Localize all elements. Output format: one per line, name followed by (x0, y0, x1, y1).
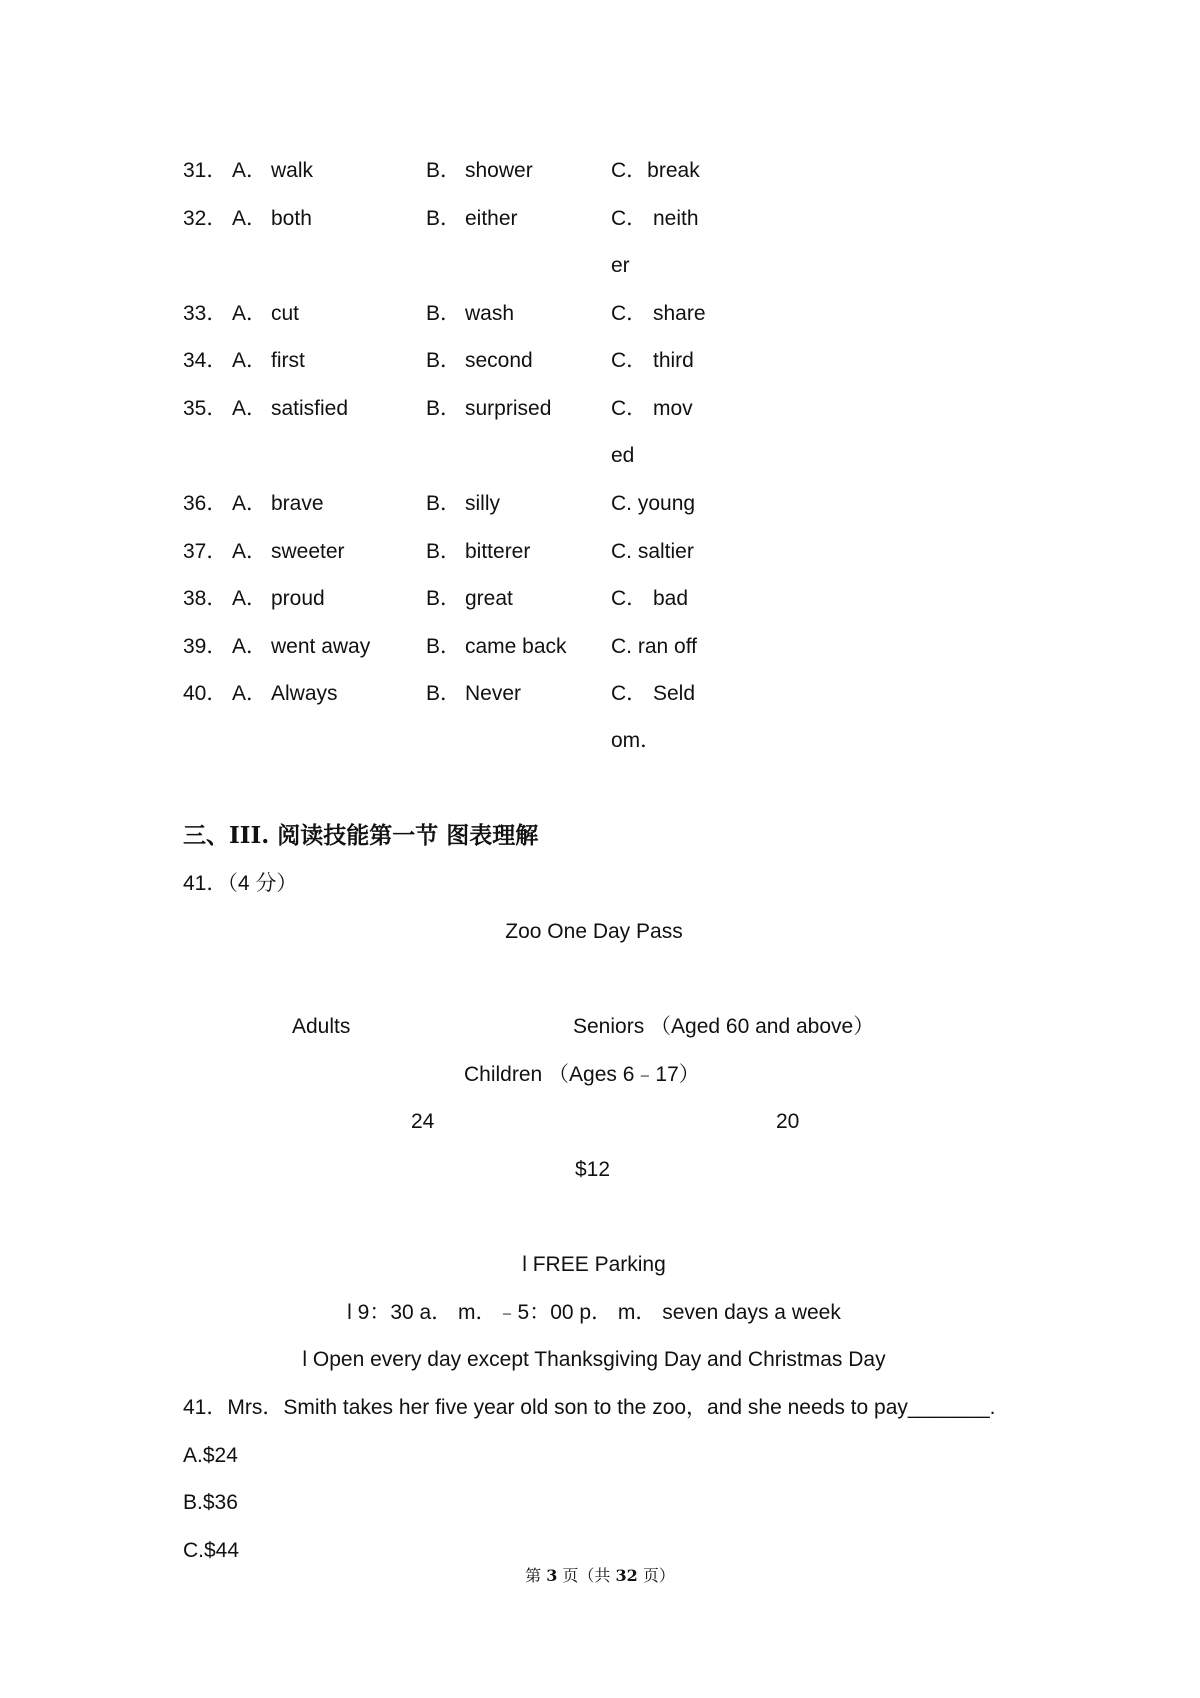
option-b-text: wash (465, 302, 515, 325)
option-b-tag: B． (426, 349, 462, 372)
option-a: A.$24 (183, 1444, 238, 1467)
option-a-text: walk (271, 159, 314, 182)
pass-title: Zoo One Day Pass (505, 920, 683, 943)
option-c-text: C．break (611, 159, 700, 182)
option-c-text: C. young (611, 492, 696, 515)
option-a-tag: A． (232, 207, 268, 230)
option-b-tag: B． (426, 682, 462, 705)
option-c-text: C． Seld (611, 682, 696, 705)
option-b-text: silly (465, 492, 500, 515)
question-number: 38． (183, 587, 228, 610)
footer-mid: 页（共 (557, 1566, 616, 1585)
question-number: 34． (183, 349, 228, 372)
option-c-text-wrap: er (611, 254, 630, 277)
option-a-text: sweeter (271, 540, 345, 563)
pass-price-seniors: 20 (776, 1110, 800, 1133)
footer-total-pages: 32 (615, 1566, 638, 1585)
question-number: 33． (183, 302, 228, 325)
question-number: 31． (183, 159, 228, 182)
option-b-tag: B． (426, 540, 462, 563)
option-b-tag: B． (426, 492, 462, 515)
option-a-text: brave (271, 492, 324, 515)
option-c-text-wrap: om． (611, 729, 662, 752)
option-b-tag: B． (426, 397, 462, 420)
option-a-text: cut (271, 302, 300, 325)
option-a-tag: A． (232, 587, 268, 610)
option-b-tag: B． (426, 207, 462, 230)
option-a-tag: A． (232, 349, 268, 372)
option-b-tag: B． (426, 635, 462, 658)
pass-info-hours: l 9：30 a． m．﹣5：00 p． m． seven days a week (347, 1301, 841, 1324)
option-a-text: both (271, 207, 312, 230)
option-a-tag: A． (232, 492, 268, 515)
option-b-text: either (465, 207, 518, 230)
option-b-text: great (465, 587, 513, 610)
option-b-text: bitterer (465, 540, 531, 563)
page-footer (525, 1562, 675, 1590)
question-number: 36． (183, 492, 228, 515)
pass-children-label: Children （Ages 6﹣17） (464, 1063, 700, 1086)
option-b: B.$36 (183, 1491, 238, 1514)
option-a-tag: A． (232, 635, 268, 658)
option-a-tag: A． (232, 682, 268, 705)
option-a-text: satisfied (271, 397, 349, 420)
option-c: C.$44 (183, 1539, 240, 1562)
option-b-text: came back (465, 635, 567, 658)
option-c-text: C． mov (611, 397, 693, 420)
option-b-tag: B． (426, 587, 462, 610)
option-c-text: C． bad (611, 587, 689, 610)
question-number: 40． (183, 682, 228, 705)
section-heading: 三、III. 阅读技能第一节 图表理解 (183, 822, 539, 849)
option-b-tag: B． (426, 302, 462, 325)
question-number: 32． (183, 207, 228, 230)
option-c-text: C． neith (611, 207, 699, 230)
option-b-text: surprised (465, 397, 552, 420)
footer-page-number: 3 (546, 1566, 558, 1585)
option-c-text: C． third (611, 349, 694, 372)
pass-adults-label: Adults (292, 1015, 351, 1038)
option-a-text: went away (271, 635, 371, 658)
pass-seniors-label: Seniors （Aged 60 and above） (573, 1015, 875, 1038)
option-a-text: first (271, 349, 305, 372)
option-b-tag: B． (426, 159, 462, 182)
option-b-text: shower (465, 159, 533, 182)
question-number: 35． (183, 397, 228, 420)
pass-info-parking: l FREE Parking (522, 1253, 666, 1276)
option-c-text: C. saltier (611, 540, 694, 563)
question-text: 41．Mrs．Smith takes her five year old son to the zoo，and she needs to pay_______. (183, 1396, 996, 1419)
footer-post: 页） (637, 1566, 675, 1585)
question-header: 41．（4 分） (183, 872, 298, 895)
option-a-tag: A． (232, 540, 268, 563)
option-a-text: proud (271, 587, 325, 610)
pass-info-open-days: l Open every day except Thanksgiving Day and Christmas Day (302, 1348, 886, 1371)
option-c-text: C. ran off (611, 635, 697, 658)
option-a-tag: A． (232, 302, 268, 325)
question-number: 37． (183, 540, 228, 563)
option-b-text: Never (465, 682, 522, 705)
option-c-text-wrap: ed (611, 444, 635, 467)
option-a-text: Always (271, 682, 338, 705)
option-a-tag: A． (232, 397, 268, 420)
option-c-text: C． share (611, 302, 706, 325)
pass-price-adults: 24 (411, 1110, 435, 1133)
option-a-tag: A． (232, 159, 268, 182)
footer-pre: 第 (525, 1566, 547, 1585)
option-b-text: second (465, 349, 533, 372)
question-number: 39． (183, 635, 228, 658)
pass-price-children: $12 (575, 1158, 611, 1181)
